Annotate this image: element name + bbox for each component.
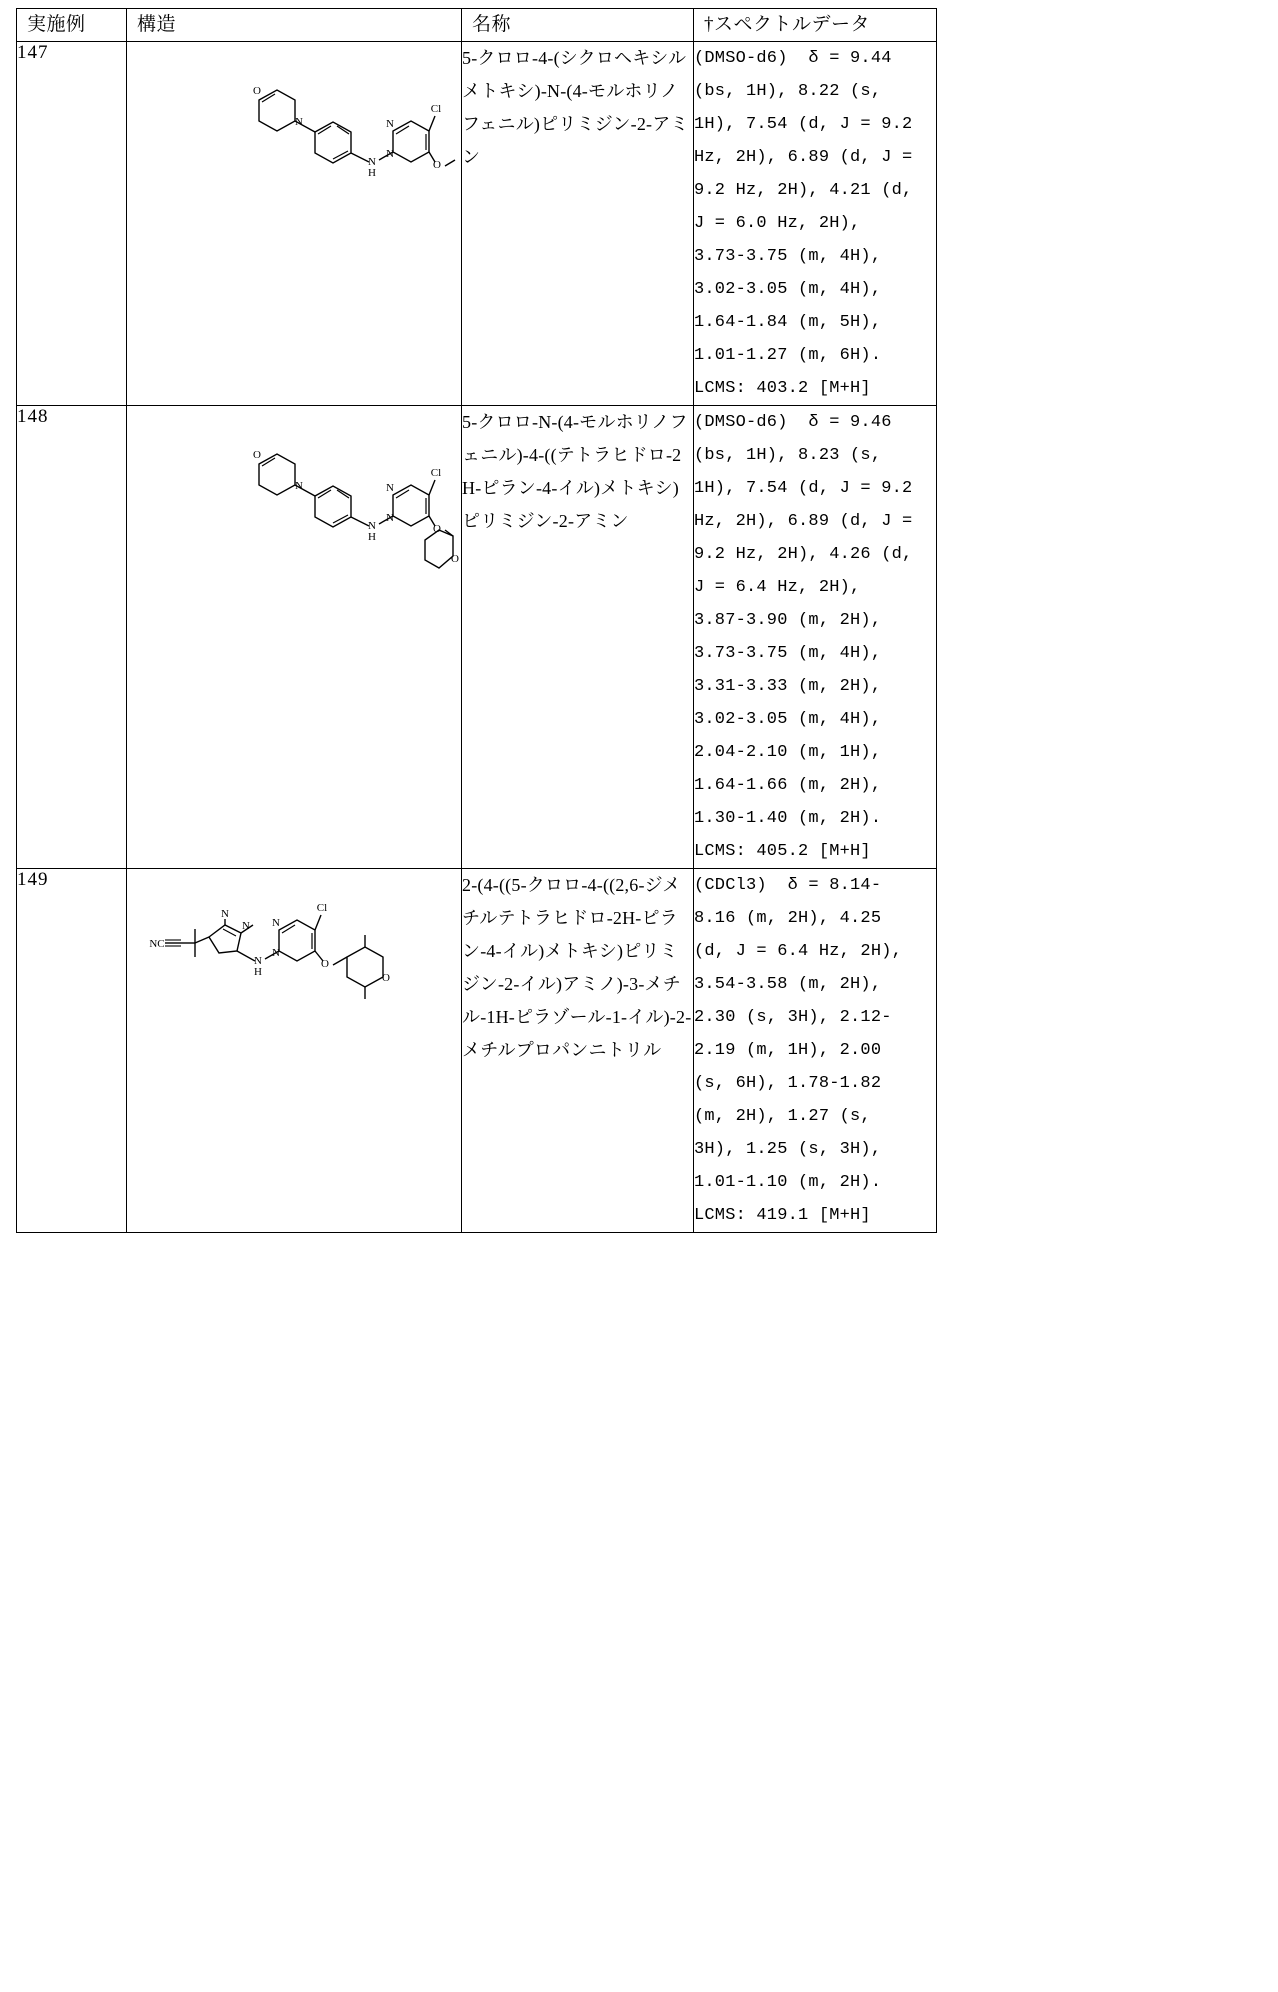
header-structure: 構造 xyxy=(127,9,462,42)
spectral-line: 1H), 7.54 (d, J = 9.2 xyxy=(694,479,913,498)
atom-label-O: O xyxy=(433,159,441,171)
atom-label-H: H xyxy=(254,966,262,978)
table-header-row xyxy=(17,9,937,42)
spectral-line: 9.2 Hz, 2H), 4.26 (d, xyxy=(694,545,913,564)
spectral-line: J = 6.4 Hz, 2H), xyxy=(694,578,861,597)
spectral-line: 1.64-1.84 (m, 5H), xyxy=(694,313,882,332)
atom-label-O: O xyxy=(321,958,329,970)
atom-label-NC: NC xyxy=(149,938,165,950)
spectral-line: 2.04-2.10 (m, 1H), xyxy=(694,743,882,762)
spectral-line: 9.2 Hz, 2H), 4.21 (d, xyxy=(694,181,913,200)
spectral-line: Hz, 2H), 6.89 (d, J = xyxy=(694,512,913,531)
atom-label-Cl: Cl xyxy=(430,467,442,479)
spectral-line: 2.19 (m, 1H), 2.00 xyxy=(694,1041,882,1060)
spectral-data-cell xyxy=(694,406,937,869)
spectral-line: 3.73-3.75 (m, 4H), xyxy=(694,644,882,663)
atom-label-O: O xyxy=(253,85,261,97)
structure-cell xyxy=(127,406,462,869)
atom-label-N: N xyxy=(295,116,303,128)
atom-label-Cl: Cl xyxy=(430,103,442,115)
table-row xyxy=(17,869,937,1233)
spectral-data-cell xyxy=(694,42,937,406)
example-number-cell: 148 xyxy=(17,406,127,869)
compound-name-cell: 2-(4-((5-クロロ-4-((2,6-ジメチルテトラヒドロ-2H-ピラン-4-イル)メトキシ)ピリミジン-2-イル)アミノ)-3-メチル-1H-ピラゾール-1-イル)-2-メチルプロパンニトリル xyxy=(462,869,694,1233)
spectral-line: (DMSO-d6) δ = 9.44 xyxy=(694,49,892,68)
header-spectral: †スペクトルデータ xyxy=(694,9,937,42)
spectral-line: LCMS: 403.2 [M+H] xyxy=(694,379,871,398)
atom-label-O: O xyxy=(253,449,261,461)
spectral-line: 8.16 (m, 2H), 4.25 xyxy=(694,909,882,928)
atom-label-N: N xyxy=(386,148,394,160)
examples-table xyxy=(16,8,937,1233)
spectral-line: 3.02-3.05 (m, 4H), xyxy=(694,710,882,729)
atom-label-O: O xyxy=(382,972,390,984)
spectral-line: 3.54-3.58 (m, 2H), xyxy=(694,975,882,994)
example-number-cell: 147 xyxy=(17,42,127,406)
chemical-structure-147 xyxy=(127,42,461,232)
compound-name-cell: 5-クロロ-4-(シクロヘキシルメトキシ)-N-(4-モルホリノフェニル)ピリミジン-2-アミン xyxy=(462,42,694,406)
atom-label-N: N xyxy=(254,955,262,967)
atom-label-Cl: Cl xyxy=(316,902,328,914)
atom-label-N: N xyxy=(242,920,250,932)
structure-cell xyxy=(127,42,462,406)
atom-label-N: N xyxy=(295,480,303,492)
spectral-line: (CDCl3) δ = 8.14- xyxy=(694,876,882,895)
spectral-line: 3.73-3.75 (m, 4H), xyxy=(694,247,882,266)
spectral-line: LCMS: 405.2 [M+H] xyxy=(694,842,871,861)
atom-label-N: N xyxy=(221,908,229,920)
atom-label-N: N xyxy=(368,156,376,168)
spectral-line: (s, 6H), 1.78-1.82 xyxy=(694,1074,882,1093)
header-name: 名称 xyxy=(462,9,694,42)
spectral-line: (bs, 1H), 8.23 (s, xyxy=(694,446,882,465)
atom-label-N: N xyxy=(272,917,280,929)
spectral-line: (bs, 1H), 8.22 (s, xyxy=(694,82,882,101)
spectral-line: 3H), 1.25 (s, 3H), xyxy=(694,1140,882,1159)
spectral-line: 1.01-1.27 (m, 6H). xyxy=(694,346,882,365)
spectral-line: 3.02-3.05 (m, 4H), xyxy=(694,280,882,299)
atom-label-O: O xyxy=(433,523,441,535)
example-number-cell: 149 xyxy=(17,869,127,1233)
atom-label-H: H xyxy=(368,531,376,543)
header-example: 実施例 xyxy=(17,9,127,42)
atom-label-N: N xyxy=(386,482,394,494)
spectral-line: LCMS: 419.1 [M+H] xyxy=(694,1206,871,1225)
spectral-line: 3.87-3.90 (m, 2H), xyxy=(694,611,882,630)
table-row xyxy=(17,42,937,406)
spectral-line: 2.30 (s, 3H), 2.12- xyxy=(694,1008,892,1027)
atom-label-N: N xyxy=(386,512,394,524)
spectral-line: 1.01-1.10 (m, 2H). xyxy=(694,1173,882,1192)
spectral-line: (DMSO-d6) δ = 9.46 xyxy=(694,413,892,432)
spectral-data-cell xyxy=(694,869,937,1233)
spectral-line: (d, J = 6.4 Hz, 2H), xyxy=(694,942,903,961)
structure-cell xyxy=(127,869,462,1233)
spectral-line: 1H), 7.54 (d, J = 9.2 xyxy=(694,115,913,134)
table-row xyxy=(17,406,937,869)
chemical-structure-149 xyxy=(127,869,461,1019)
spectral-line: Hz, 2H), 6.89 (d, J = xyxy=(694,148,913,167)
atom-label-H: H xyxy=(368,167,376,179)
spectral-line: 1.30-1.40 (m, 2H). xyxy=(694,809,882,828)
spectral-line: 3.31-3.33 (m, 2H), xyxy=(694,677,882,696)
atom-label-N: N xyxy=(386,118,394,130)
atom-label-N: N xyxy=(272,947,280,959)
spectral-line: (m, 2H), 1.27 (s, xyxy=(694,1107,871,1126)
atom-label-O: O xyxy=(451,553,459,565)
atom-label-N: N xyxy=(368,520,376,532)
chemical-structure-148 xyxy=(127,406,461,606)
spectral-line: J = 6.0 Hz, 2H), xyxy=(694,214,861,233)
spectral-line: 1.64-1.66 (m, 2H), xyxy=(694,776,882,795)
compound-name-cell: 5-クロロ-N-(4-モルホリノフェニル)-4-((テトラヒドロ-2H-ピラン-4-イル)メトキシ)ピリミジン-2-アミン xyxy=(462,406,694,869)
